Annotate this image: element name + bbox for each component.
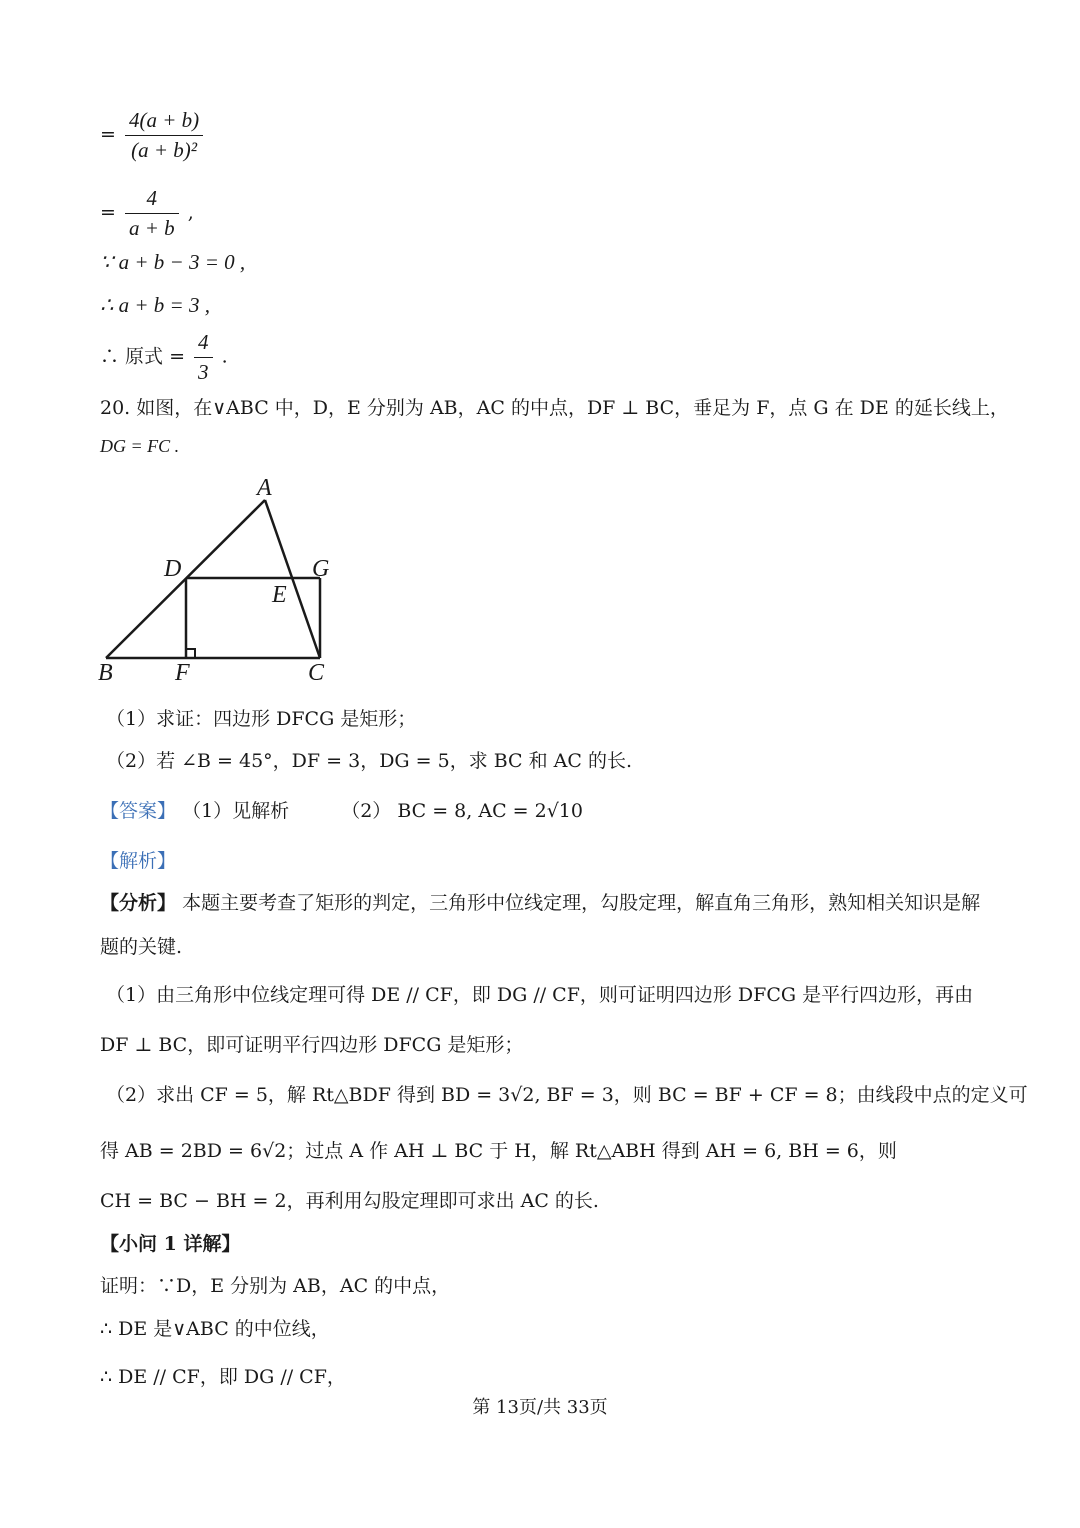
answer-part-2: （2） BC = 8, AC = 2√10 [341, 800, 583, 822]
problem-line-1: 20. 如图，在∨ABC 中，D，E 分别为 AB，AC 的中点，DF ⊥ BC，垂足为 F，点 G 在 DE 的延长线上， [100, 397, 1009, 419]
label-c: C [308, 660, 325, 686]
label-g: G [312, 556, 330, 582]
calc-line-frac1 [100, 108, 206, 163]
label-b: B [98, 660, 113, 686]
analysis-part2-line3: CH = BC − BH = 2，再利用勾股定理即可求出 AC 的长. [100, 1190, 599, 1212]
detail-line-1: 证明：∵D，E 分别为 AB，AC 的中点， [100, 1275, 451, 1297]
problem-line-2: DG = FC . [100, 436, 180, 456]
therefore-line: ∴ a + b = 3 , [100, 293, 210, 317]
label-d: D [164, 556, 182, 582]
because-line: ∵ a + b − 3 = 0 , [100, 250, 246, 274]
analysis-part1-line2: DF ⊥ BC，即可证明平行四边形 DFCG 是矩形； [100, 1034, 524, 1056]
equals-sign-2: = [100, 201, 116, 224]
detail-line-2: ∴ DE 是∨ABC 的中位线， [100, 1318, 330, 1340]
label-e: E [272, 582, 287, 608]
analysis-part2-line2: 得 AB = 2BD = 6√2；过点 A 作 AH ⊥ BC 于 H，解 Rt△ABH 得到 AH = 6, BH = 6，则 [100, 1140, 897, 1162]
result-numerator: 4 [194, 330, 213, 358]
right-angle-mark [186, 649, 195, 658]
answer-part-1: （1）见解析 [182, 800, 290, 822]
label-a: A [257, 475, 272, 501]
fraction-1 [125, 108, 203, 163]
analysis-label: 【解析】 [100, 850, 177, 872]
detail-line-3: ∴ DE // CF，即 DG // CF， [100, 1366, 346, 1388]
question-1: （1）求证：四边形 DFCG 是矩形； [106, 708, 417, 730]
question-2: （2）若 ∠B = 45°，DF = 3，DG = 5，求 BC 和 AC 的长. [106, 750, 632, 772]
fraction-2 [125, 186, 179, 241]
fraction-1-denominator: (a + b)² [131, 138, 198, 162]
label-f: F [175, 660, 190, 686]
result-period: . [221, 345, 228, 368]
result-fraction [194, 330, 213, 385]
fenxi-label: 【分析】 [100, 892, 177, 914]
geometry-figure [90, 470, 350, 690]
answer-line [100, 796, 583, 823]
result-line [100, 330, 228, 385]
fraction-2-numerator: 4 [125, 186, 179, 214]
analysis-fenxi-line-2: 题的关键. [100, 936, 183, 958]
result-denominator: 3 [198, 360, 209, 384]
answer-label: 【答案】 [100, 800, 177, 822]
analysis-part2-line1: （2）求出 CF = 5，解 Rt△BDF 得到 BD = 3√2, BF = 3，则 BC = BF + CF = 8；由线段中点的定义可 [106, 1084, 1028, 1106]
fraction-2-denominator: a + b [128, 216, 175, 240]
fenxi-text: 本题主要考查了矩形的判定，三角形中位线定理，勾股定理，解直角三角形，熟知相关知识是解 [182, 892, 981, 914]
analysis-fenxi-line [100, 888, 980, 915]
analysis-part1-line1: （1）由三角形中位线定理可得 DE // CF，即 DG // CF，则可证明四边形 DFCG 是平行四边形，再由 [106, 984, 974, 1006]
equals-sign: = [100, 123, 116, 146]
fraction-1-numerator: 4(a + b) [125, 108, 203, 136]
detail-label: 【小问 1 详解】 [100, 1233, 241, 1255]
comma: , [187, 201, 194, 224]
result-prefix: ∴ 原式 = [100, 345, 185, 368]
calc-line-frac2 [100, 186, 194, 241]
page-footer: 第 13页/共 33页 [472, 1397, 608, 1418]
